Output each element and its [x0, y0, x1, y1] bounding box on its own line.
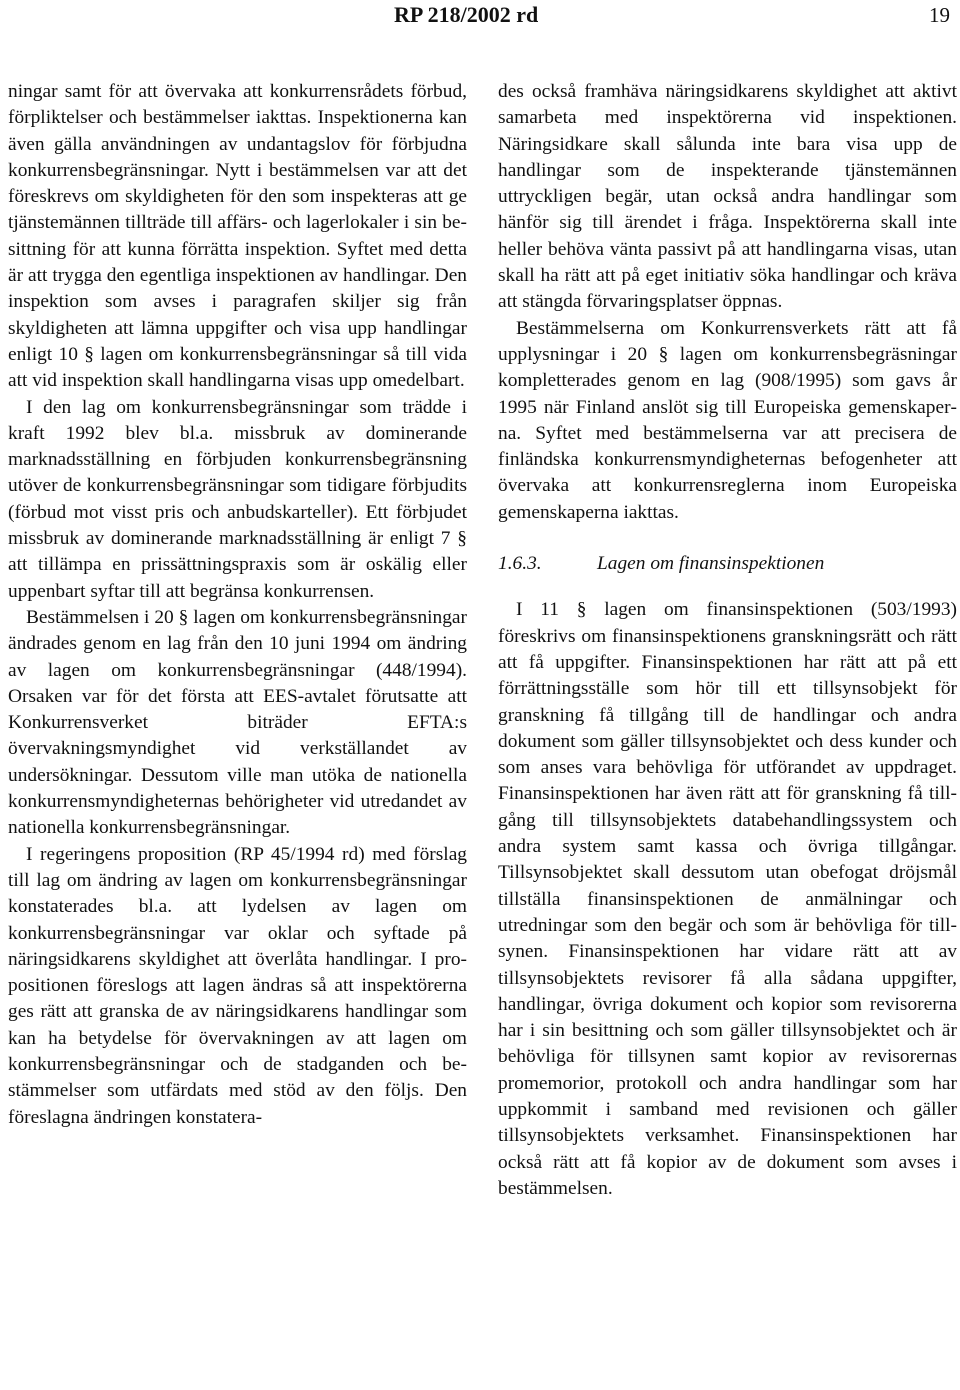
- section-number: 1.6.3.: [498, 553, 542, 575]
- right-paragraph-3: I 11 § lagen om finansinspektionen (503/1993) föreskrivs om finansinspektionens granskningsrätt och rätt att få uppgifter. Finansinspektionen har rätt att på ett förrättningsställe som hör till ett tillsynsobjekt för granskning få tillgång till de handlingar och andra dokument som gäller tillsynsobjektet och dess kunder och som anses vara behövliga för utförandet av uppdraget. Finansinspektionen har även rätt att för granskning få tillgång till tillsynsobjektets databehandlingssystem och andra system samt kassa och övriga tillgångar. Tillsynsobjektet skall dessutom utan obefogat dröjsmål tillställa finansinspektionen de anmälningar och utredningar som den begär och som är behövliga för tillsynen. Finansinspektionen har vidare rätt att av tillsynsobjektets revisorer få alla sådana uppgifter, handlingar, övriga dokument och kopior som revisorerna har i sin besittning och som gäller tillsynsobjektet och är behövliga för tillsynen samt kopior av revisorernas promemorior, protokoll och andra handlingar som har uppkommit i samband med revisionen och gäller tillsynsobjektets verksamhet. Finansinspektionen har också rätt att få kopior av de dokument som avses i bestämmelsen.: [498, 599, 957, 1199]
- document-reference: RP 218/2002 rd: [394, 2, 539, 27]
- page-header: [0, 0, 960, 34]
- left-paragraph-1: ningar samt för att övervaka att konkurrensrådets förbud, förpliktelser och bestämmelser iakttas. Inspektionerna kan även gälla användningen av undantagslov för förbjudna konkurrensbegränsningar. Nytt i bestämmelsen var att det föreskrevs om skyldigheten för den som inspekteras att ge tjänstemännen tillträde till affärs- och lagerlokaler i sin besittning för att kunna förrätta inspektion. Syftet med detta är att trygga den egentliga inspektionen av handlingar. Den inspektion som avses i paragrafen skiljer sig från skyldigheten att lämna uppgifter och visa upp handlingar enligt 10 § lagen om konkurrensbegränsningar så till vida att vid inspektion skall handlingarna visas upp omedelbart.: [8, 81, 467, 392]
- right-paragraph-1: des också framhäva näringsidkarens skyldighet att aktivt samarbeta med inspektörerna vid inspektionen. Näringsidkare skall sålunda inte bara visa upp de handlingar som de inspekterande tjänstemännen uttryckligen begär, utan också andra handlingar som hänför sig till ärendet i fråga. Inspektörerna skall inte heller behöva vänta passivt på att handlingarna visas, utan skall ha rätt att på eget initiativ söka handlingar och kräva att stängda förvaringsplatser öppnas.: [498, 81, 957, 313]
- left-paragraph-4: I regeringens proposition (RP 45/1994 rd) med förslag till lag om ändring av lagen om konkurrensbegränsningar konstaterades bl.a. att lydelsen av lagen om konkurrensbegränsningar var oklar och syftade på näringsidkarens skyldighet att överlåta handlingar. I propositionen föreslogs att lagen ändras så att inspektörerna ges rätt att granska de av näringsidkarens handlingar som kan ha betydelse för övervakningen av att lagen om konkurrensbegränsningar och de stadganden och bestämmelser som utfärdats med stöd av den följs. Den föreslagna ändringen konstatera-: [8, 843, 467, 1128]
- section-heading: [498, 551, 957, 577]
- page-number: 19: [929, 3, 950, 27]
- left-paragraph-2: I den lag om konkurrensbegränsningar som trädde i kraft 1992 blev bl.a. missbruk av dominerande marknadsställning en förbjuden konkurrensbegränsning utöver de konkurrensbegränsningar som tidigare förbjudits (förbud mot visst pris och anbudskarteller). Ett förbjudet missbruk av dominerande marknadsställning är enligt 7 § att tillämpa en prissättningspraxis som är oskälig eller uppenbart syftar till att begränsa konkurrensen.: [8, 396, 467, 602]
- section-title: Lagen om finansinspektionen: [597, 553, 825, 575]
- left-column: [8, 79, 467, 1131]
- left-paragraph-3: Bestämmelsen i 20 § lagen om konkurrensbegränsningar ändrades genom en lag från den 10 juni 1994 om ändring av lagen om konkurrensbegränsningar (448/1994). Orsaken var för det första att EES-avtalet förutsatte att Konkurrensverket biträder EFTA:s övervakningsmyndighet vid verkställandet av undersökningar. Dessutom ville man utöka de nationella konkurrensmyndigheternas behörigheter vid utredandet av nationella konkurrensbegränsningar.: [8, 606, 467, 839]
- right-paragraph-2: Bestämmelserna om Konkurrensverkets rätt att få upplysningar i 20 § lagen om konkurrensbegräsningar kompletterades genom en lag (908/1995) som gavs år 1995 när Finland anslöt sig till Europeiska gemenskaperna. Syftet med bestämmelserna var att precisera de finländska konkurrensmyndigheternas befogenheter att övervaka att konkurrensreglerna inom Europeiska gemenskaperna iakttas.: [498, 317, 957, 523]
- right-column: [498, 79, 957, 1202]
